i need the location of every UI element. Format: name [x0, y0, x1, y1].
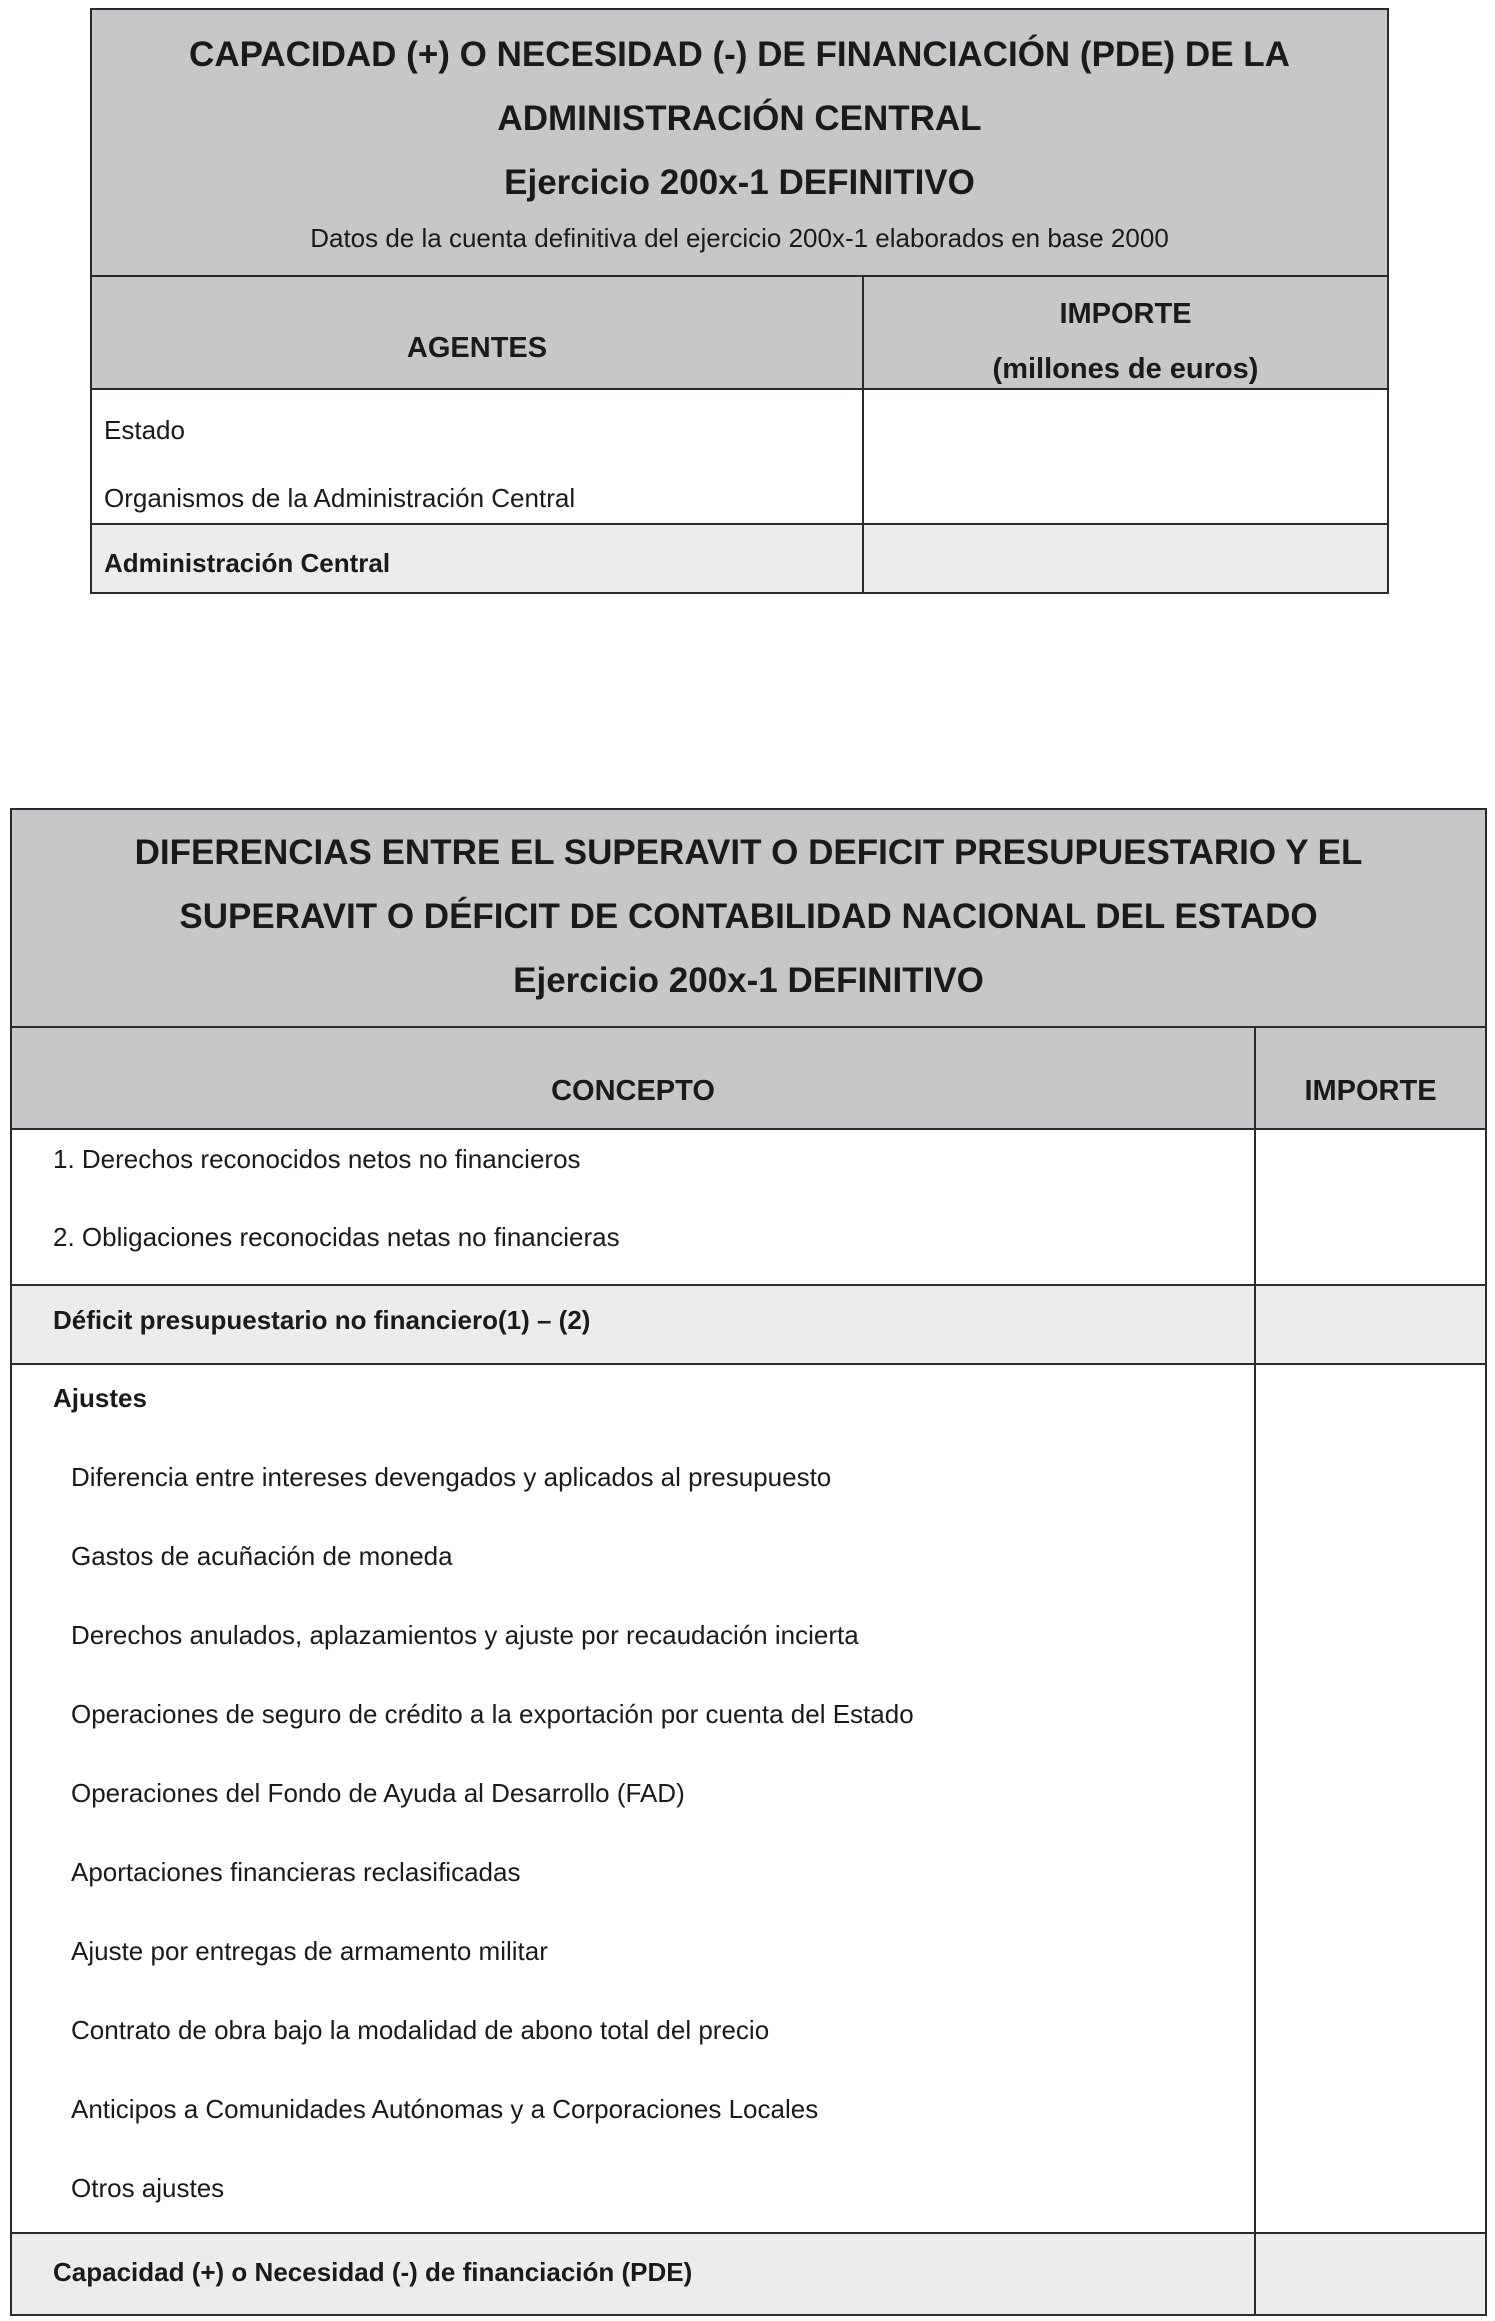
table1-title-band — [92, 10, 1387, 275]
column-header-importe: IMPORTE — [1059, 298, 1192, 330]
list-item-ajuste: Contrato de obra bajo la modalidad de abono total del precio — [71, 2015, 770, 2045]
list-item-ajuste: Gastos de acuñación de moneda — [71, 1541, 453, 1571]
table1-title-line1: CAPACIDAD (+) O NECESIDAD (-) DE FINANCIACIÓN (PDE) DE LA — [189, 35, 1290, 74]
pde-admin-central-table — [90, 8, 1389, 594]
table2-title-line2: SUPERAVIT O DÉFICIT DE CONTABILIDAD NACIONAL DEL ESTADO — [179, 897, 1318, 936]
column-header-importe: IMPORTE — [1304, 1075, 1437, 1107]
list-item-ajuste: Otros ajustes — [71, 2173, 225, 2203]
table-row-obligaciones: 2. Obligaciones reconocidas netas no financieras — [53, 1222, 620, 1252]
table1-title-line3: Ejercicio 200x-1 DEFINITIVO — [504, 163, 975, 202]
column-header-agentes: AGENTES — [406, 332, 548, 364]
column-header-importe-unit: (millones de euros) — [992, 353, 1259, 385]
table-row-organismos: Organismos de la Administración Central — [104, 483, 576, 513]
table-row-derechos: 1. Derechos reconocidos netos no financieros — [53, 1144, 581, 1174]
table-row-estado: Estado — [104, 415, 185, 445]
table1-column-separator — [862, 275, 864, 592]
diferencias-superavit-deficit-table — [10, 808, 1487, 2316]
table2-column-separator — [1254, 1026, 1256, 2314]
table2-title-band — [12, 810, 1485, 1026]
list-item-ajuste: Derechos anulados, aplazamientos y ajuste por recaudación incierta — [71, 1620, 859, 1650]
column-header-concepto: CONCEPTO — [551, 1075, 715, 1107]
ajustes-heading: Ajustes — [53, 1383, 147, 1413]
list-item-ajuste: Operaciones de seguro de crédito a la exportación por cuenta del Estado — [71, 1699, 914, 1729]
list-item-ajuste: Diferencia entre intereses devengados y aplicados al presupuesto — [71, 1462, 832, 1492]
list-item-ajuste: Ajuste por entregas de armamento militar — [71, 1936, 548, 1966]
table-row-total-administracion-central: Administración Central — [104, 548, 391, 578]
table2-title-line3: Ejercicio 200x-1 DEFINITIVO — [513, 961, 984, 1000]
table2-divider — [12, 1128, 1485, 1130]
list-item-ajuste: Aportaciones financieras reclasificadas — [71, 1857, 521, 1887]
table1-title-line2: ADMINISTRACIÓN CENTRAL — [497, 99, 982, 138]
table1-divider — [92, 388, 1387, 390]
table1-subtitle: Datos de la cuenta definitiva del ejercicio 200x-1 elaborados en base 2000 — [310, 223, 1169, 253]
list-item-ajuste: Operaciones del Fondo de Ayuda al Desarrollo (FAD) — [71, 1778, 685, 1808]
table-row-capacidad-necesidad-financiacion: Capacidad (+) o Necesidad (-) de financiación (PDE) — [53, 2257, 693, 2287]
list-item-ajuste: Anticipos a Comunidades Autónomas y a Corporaciones Locales — [71, 2094, 819, 2124]
table-row-deficit-presupuestario: Déficit presupuestario no financiero(1) – (2) — [53, 1305, 591, 1335]
table2-title-line1: DIFERENCIAS ENTRE EL SUPERAVIT O DEFICIT PRESUPUESTARIO Y EL — [134, 833, 1363, 872]
table2-divider — [12, 1363, 1485, 1365]
